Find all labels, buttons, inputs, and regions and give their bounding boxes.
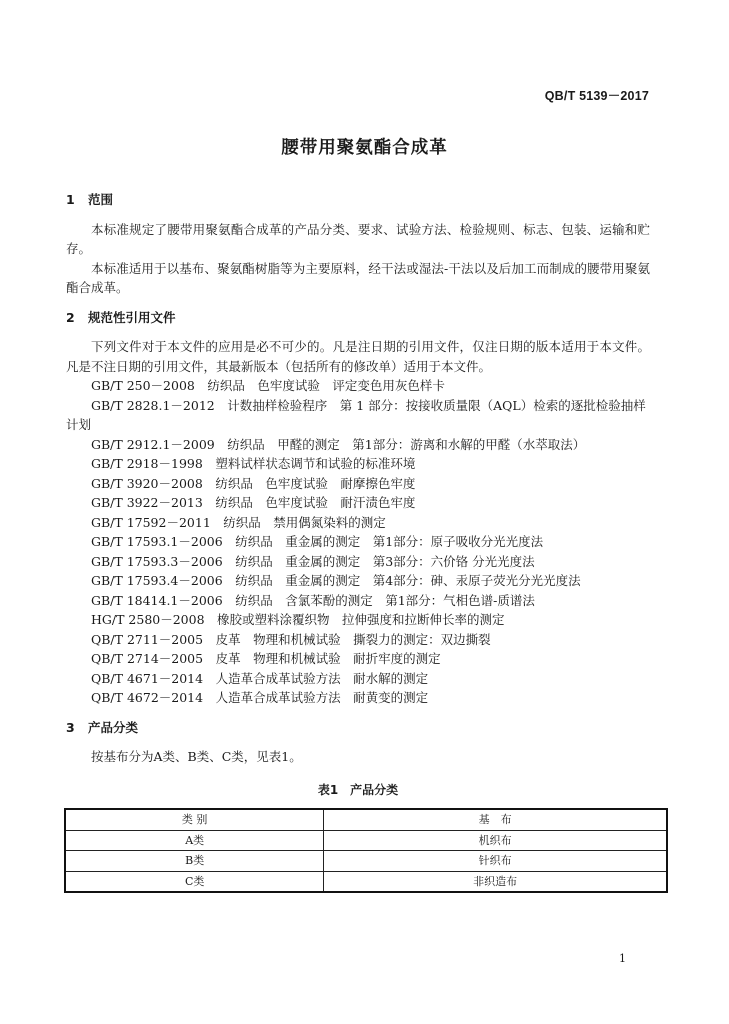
reference-item: GB/T 17592－2011 纺织品 禁用偶氮染料的测定: [91, 514, 386, 530]
reference-list: [66, 376, 650, 708]
reference-item: GB/T 250－2008 纺织品 色牢度试验 评定变色用灰色样卡: [91, 378, 445, 393]
table-cell: B类: [65, 851, 324, 872]
reference-item: QB/T 4672－2014 人造革合成革试验方法 耐黄变的测定: [91, 690, 429, 705]
table-cell: 针织布: [324, 851, 667, 872]
table-caption: 表1 产品分类: [317, 782, 399, 797]
standard-code: QB/T 5139－2017: [544, 89, 649, 103]
reference-item: QB/T 2711－2005 皮革 物理和机械试验 撕裂力的测定：双边撕裂: [91, 631, 491, 647]
table-cell: 机织布: [324, 830, 667, 851]
product-classification-table: [64, 808, 668, 893]
reference-item: QB/T 2714－2005 皮革 物理和机械试验 耐折牢度的测定: [91, 651, 441, 666]
section-title: 范围: [88, 192, 114, 207]
reference-item: GB/T 2912.1－2009 纺织品 甲醛的测定 第1部分：游离和水解的甲醛（水萃取法）: [91, 436, 586, 452]
page-number: 1: [619, 952, 626, 965]
reference-item: GB/T 18414.1－2006 纺织品 含氯苯酚的测定 第1部分：气相色谱-质谱法: [91, 592, 535, 608]
table-header-cell: 基 布: [324, 809, 667, 830]
section-number: 3: [66, 719, 75, 735]
references-intro: 下列文件对于本文件的应用是必不可少的。凡是注日期的引用文件，仅注日期的版本适用于本文件。凡是不注日期的引用文件，其最新版本（包括所有的修改单）适用于本文件。: [66, 339, 650, 374]
section-heading-scope: [66, 190, 650, 210]
reference-item: GB/T 17593.3－2006 纺织品 重金属的测定 第3部分：六价铬 分光光度法: [91, 553, 535, 569]
table-cell: 非织造布: [324, 871, 667, 892]
section-title: 规范性引用文件: [88, 309, 176, 325]
reference-item: GB/T 3920－2008 纺织品 色牢度试验 耐摩擦色牢度: [91, 475, 416, 491]
table-header-cell: 类 别: [65, 809, 324, 830]
table-row: [65, 851, 667, 872]
section-number: 1: [66, 192, 75, 207]
table-row: [65, 871, 667, 892]
reference-item: GB/T 17593.1－2006 纺织品 重金属的测定 第1部分：原子吸收分光光度法: [91, 534, 544, 549]
reference-item: GB/T 17593.4－2006 纺织品 重金属的测定 第4部分：砷、汞原子荧光分光光度法: [91, 573, 581, 588]
document-body: [66, 190, 650, 893]
table-cell: A类: [65, 830, 324, 851]
reference-item: HG/T 2580－2008 橡胶或塑料涂覆织物 拉伸强度和拉断伸长率的测定: [91, 612, 505, 627]
table-row: [65, 830, 667, 851]
document-title: 腰带用聚氨酯合成革: [281, 138, 448, 158]
table-cell: C类: [65, 871, 324, 892]
section-heading-normative-references: [66, 308, 650, 328]
scope-paragraph-1: 本标准规定了腰带用聚氨酯合成革的产品分类、要求、试验方法、检验规则、标志、包装、运输和贮存。: [66, 221, 650, 256]
table-header-row: [65, 809, 667, 830]
reference-item: GB/T 3922－2013 纺织品 色牢度试验 耐汗渍色牢度: [91, 495, 416, 510]
section-heading-product-classification: [66, 718, 650, 738]
reference-item: GB/T 2828.1－2012 计数抽样检验程序 第 1 部分：按接收质量限（AQL）检索的逐批检验抽样计划: [66, 397, 646, 432]
section-title: 产品分类: [88, 719, 139, 735]
scope-paragraph-2: 本标准适用于以基布、聚氨酯树脂等为主要原料，经干法或湿法-干法以及后加工而制成的腰带用聚氨酯合成革。: [66, 260, 650, 295]
section-number: 2: [66, 309, 75, 325]
reference-item: QB/T 4671－2014 人造革合成革试验方法 耐水解的测定: [91, 670, 429, 686]
reference-item: GB/T 2918－1998 塑料试样状态调节和试验的标准环境: [91, 456, 416, 471]
classification-paragraph: 按基布分为A类、B类、C类，见表1。: [91, 749, 302, 764]
